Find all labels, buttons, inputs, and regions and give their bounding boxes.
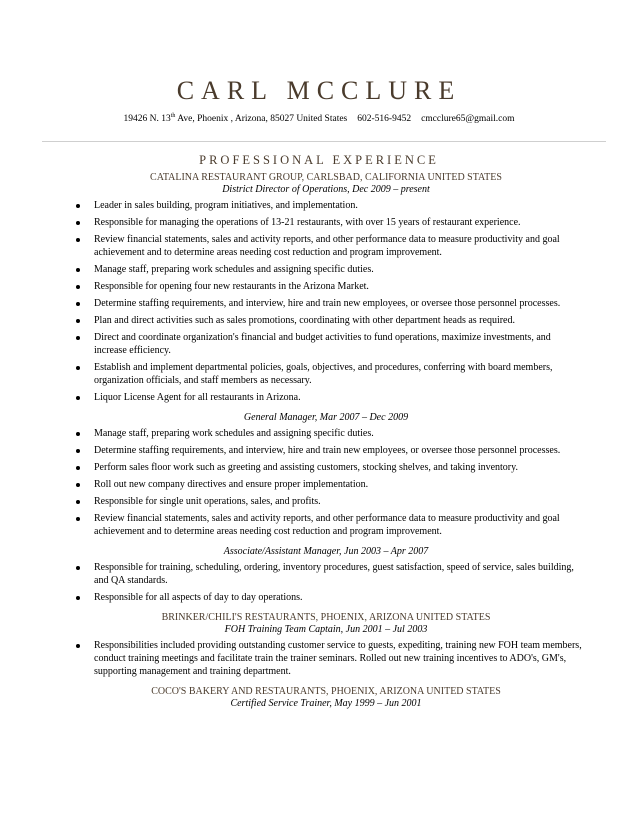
bullet-icon [76, 466, 80, 470]
list-item-text: Roll out new company directives and ensure proper implementation. [94, 479, 369, 490]
bullet-icon [76, 517, 80, 521]
bullet-icon [76, 566, 80, 570]
bullet-icon [76, 483, 80, 487]
list-item-text: Direct and coordinate organization's financial and budget activities to fund operations, maximize investments, and increase efficiency. [94, 332, 551, 356]
position-title: General Manager, Mar 2007 – Dec 2009 [243, 412, 409, 423]
list-item [0, 444, 638, 457]
header-divider [42, 141, 606, 142]
bullet-icon [76, 500, 80, 504]
bullet-icon [76, 319, 80, 323]
address: 19426 N. 13th Ave, Phoenix , Arizona, 85027 United States [123, 113, 348, 125]
list-item-text: Responsibilities included providing outstanding customer service to guests, expediting, training new FOH team members, conduct training meetings and facilitate train the trainer seminars. Rolled out new training incentives to ADO's, GM's, supporting management and training department. [94, 640, 582, 677]
position-title: Associate/Assistant Manager, Jun 2003 – Apr 2007 [223, 546, 429, 557]
contact-line [0, 110, 638, 125]
list-item [0, 461, 638, 474]
list-item-text: Liquor License Agent for all restaurants in Arizona. [94, 392, 301, 403]
candidate-name: CARL MCCLURE [176, 76, 462, 105]
list-item-text: Leader in sales building, program initiatives, and implementation. [94, 200, 358, 211]
list-item [0, 280, 638, 293]
list-item [0, 331, 638, 357]
company-name: BRINKER/CHILI'S RESTAURANTS, PHOENIX, ARIZONA UNITED STATES [161, 612, 491, 623]
list-item-text: Responsible for all aspects of day to day operations. [94, 592, 303, 603]
list-item [0, 216, 638, 229]
bullet-icon [76, 285, 80, 289]
position-title: FOH Training Team Captain, Jun 2001 – Jul 2003 [224, 624, 428, 635]
list-item [0, 391, 638, 404]
list-item [0, 591, 638, 604]
position-title: Certified Service Trainer, May 1999 – Jun 2001 [230, 698, 422, 709]
list-item-text: Responsible for opening four new restaurants in the Arizona Market. [94, 281, 369, 292]
list-item [0, 561, 638, 587]
bullet-icon [76, 366, 80, 370]
list-item-text: Responsible for training, scheduling, ordering, inventory procedures, guest satisfaction, speed of service, sales building, and QA standards. [94, 562, 574, 586]
company-name: COCO'S BAKERY AND RESTAURANTS, PHOENIX, ARIZONA UNITED STATES [151, 686, 501, 697]
bullet-icon [76, 449, 80, 453]
bullet-icon [76, 336, 80, 340]
list-item [0, 199, 638, 212]
responsibility-list [0, 639, 638, 678]
responsibility-list [0, 427, 638, 538]
position-title: District Director of Operations, Dec 2009 – present [222, 184, 430, 195]
list-item [0, 478, 638, 491]
phone: 602-516-9452 [357, 114, 412, 125]
list-item [0, 233, 638, 259]
list-item-text: Review financial statements, sales and activity reports, and other performance data to measure productivity and goal achievement and to determine areas needing cost reduction and program improvement. [94, 234, 560, 258]
list-item-text: Review financial statements, sales and activity reports, and other performance data to measure productivity and goal achievement and to determine areas needing cost reduction and program improvement. [94, 513, 560, 537]
list-item-text: Responsible for managing the operations of 13-21 restaurants, with over 15 years of restaurant experience. [94, 217, 521, 228]
list-item [0, 263, 638, 276]
list-item-text: Responsible for single unit operations, sales, and profits. [94, 496, 321, 507]
bullet-icon [76, 644, 80, 648]
bullet-icon [76, 596, 80, 600]
responsibility-list [0, 199, 638, 404]
list-item-text: Perform sales floor work such as greeting and assisting customers, stocking shelves, and taking inventory. [94, 462, 518, 473]
experience-section [0, 172, 638, 713]
company-name: CATALINA RESTAURANT GROUP, CARLSBAD, CALIFORNIA UNITED STATES [150, 172, 502, 183]
section-title: PROFESSIONAL EXPERIENCE [199, 153, 439, 167]
list-item [0, 512, 638, 538]
bullet-icon [76, 268, 80, 272]
list-item [0, 297, 638, 310]
list-item-text: Manage staff, preparing work schedules and assigning specific duties. [94, 428, 374, 439]
list-item-text: Establish and implement departmental policies, goals, objectives, and procedures, conferring with board members, organization officials, and staff members as necessary. [94, 362, 553, 386]
bullet-icon [76, 221, 80, 225]
list-item [0, 427, 638, 440]
email: cmcclure65@gmail.com [421, 114, 515, 125]
bullet-icon [76, 302, 80, 306]
list-item-text: Plan and direct activities such as sales promotions, coordinating with other department heads as required. [94, 315, 515, 326]
list-item [0, 639, 638, 678]
list-item-text: Manage staff, preparing work schedules and assigning specific duties. [94, 264, 374, 275]
bullet-icon [76, 396, 80, 400]
responsibility-list [0, 561, 638, 604]
list-item [0, 314, 638, 327]
list-item-text: Determine staffing requirements, and interview, hire and train new employees, or oversee those personnel processes. [94, 298, 561, 309]
list-item-text: Determine staffing requirements, and interview, hire and train new employees, or oversee those personnel processes. [94, 445, 561, 456]
list-item [0, 361, 638, 387]
bullet-icon [76, 204, 80, 208]
bullet-icon [76, 432, 80, 436]
bullet-icon [76, 238, 80, 242]
list-item [0, 495, 638, 508]
